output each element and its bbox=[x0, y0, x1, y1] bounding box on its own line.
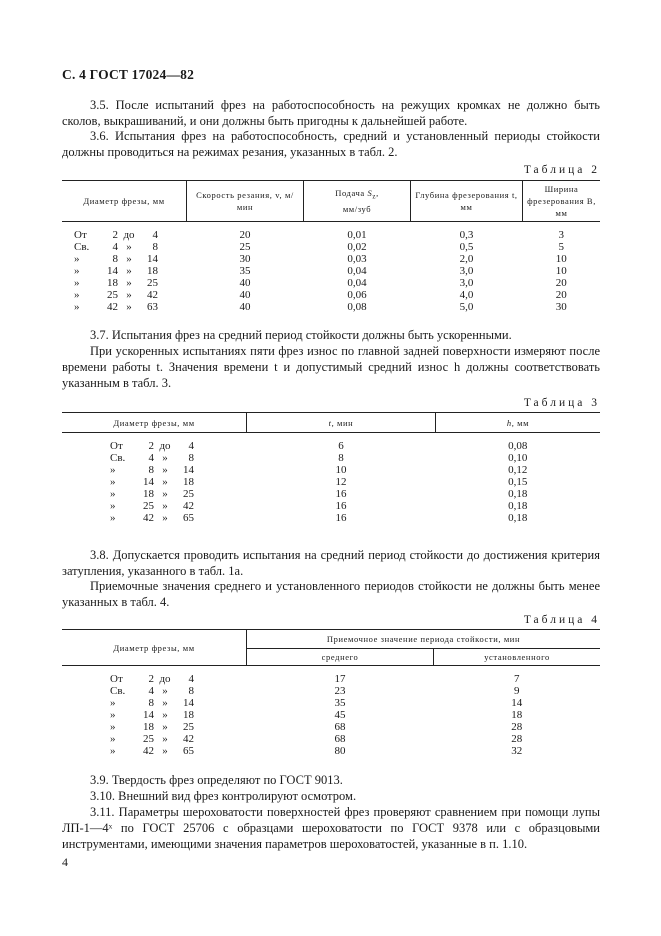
diameter-range: » 42 » 65 bbox=[110, 512, 194, 524]
table-3 bbox=[62, 412, 600, 524]
table-row bbox=[62, 488, 600, 500]
table-4-subheader: среднего bbox=[247, 649, 434, 666]
depth-value: 4,0 bbox=[459, 289, 474, 301]
wear-value: 0,15 bbox=[508, 476, 528, 488]
diameter-range: » 25 » 42 bbox=[110, 733, 194, 745]
mean-life-value: 45 bbox=[334, 709, 346, 721]
table-row bbox=[62, 685, 600, 697]
table-row bbox=[62, 277, 600, 289]
diameter-range: » 8 » 14 bbox=[110, 697, 194, 709]
table-3-header: t, мин bbox=[247, 413, 436, 433]
width-value: 10 bbox=[555, 253, 567, 265]
paragraph-3-6: 3.6. Испытания фрез на работоспособность, средний и установленный периоды стойкости должны проводиться на режимах резания, указанных в табл. 2. bbox=[62, 129, 600, 159]
table-4-header: Диаметр фрезы, мм bbox=[62, 630, 247, 666]
wear-value: 0,10 bbox=[508, 452, 528, 464]
table-4 bbox=[62, 629, 600, 757]
time-value: 6 bbox=[338, 440, 344, 452]
feed-value: 0,04 bbox=[347, 277, 367, 289]
feed-value: 0,01 bbox=[347, 229, 367, 241]
table-row bbox=[62, 697, 600, 709]
established-life-value: 7 bbox=[514, 673, 520, 685]
wear-value: 0,08 bbox=[508, 440, 528, 452]
feed-value: 0,02 bbox=[347, 241, 367, 253]
table-row bbox=[62, 666, 600, 686]
table-3-caption: Таблица 3 bbox=[523, 397, 600, 409]
width-value: 10 bbox=[555, 265, 567, 277]
mean-life-value: 68 bbox=[334, 733, 346, 745]
width-value: 30 bbox=[555, 301, 567, 313]
feed-value: 0,04 bbox=[347, 265, 367, 277]
feed-value: 0,03 bbox=[347, 253, 367, 265]
wear-value: 0,18 bbox=[508, 488, 528, 500]
depth-value: 3,0 bbox=[459, 277, 474, 289]
table-row bbox=[62, 709, 600, 721]
mean-life-value: 68 bbox=[334, 721, 346, 733]
depth-value: 2,0 bbox=[459, 253, 474, 265]
paragraph-3-10: 3.10. Внешний вид фрез контролируют осмотром. bbox=[90, 789, 357, 803]
diameter-range: Св. 4 » 8 bbox=[74, 241, 158, 253]
table-row bbox=[62, 265, 600, 277]
width-value: 3 bbox=[558, 229, 564, 241]
page-number: 4 bbox=[62, 855, 68, 869]
diameter-range: Св. 4 » 8 bbox=[110, 452, 194, 464]
time-value: 12 bbox=[335, 476, 347, 488]
table-2 bbox=[62, 180, 600, 313]
diameter-range: » 25 » 42 bbox=[110, 500, 194, 512]
table-row bbox=[62, 476, 600, 488]
table-2-header: Подача $S_z$, мм/зуб bbox=[304, 181, 411, 222]
table-row bbox=[62, 721, 600, 733]
diameter-range: » 18 » 25 bbox=[110, 721, 194, 733]
speed-value: 20 bbox=[239, 229, 251, 241]
speed-value: 30 bbox=[239, 253, 251, 265]
table-row bbox=[62, 500, 600, 512]
depth-value: 0,3 bbox=[459, 229, 474, 241]
table-2-header: Ширина фрезерования B, мм bbox=[523, 181, 601, 222]
speed-value: 40 bbox=[239, 301, 251, 313]
page-header: С. 4 ГОСТ 17024—82 bbox=[62, 67, 195, 82]
established-life-value: 9 bbox=[514, 685, 520, 697]
diameter-range: » 42 » 65 bbox=[110, 745, 194, 757]
depth-value: 3,0 bbox=[459, 265, 474, 277]
established-life-value: 32 bbox=[511, 745, 523, 757]
table-4-subheader: установленного bbox=[434, 649, 601, 666]
table-row bbox=[62, 745, 600, 757]
mean-life-value: 23 bbox=[334, 685, 346, 697]
wear-value: 0,12 bbox=[508, 464, 528, 476]
table-2-header: Скорость резания, v, м/мин bbox=[187, 181, 304, 222]
table-row bbox=[62, 241, 600, 253]
diameter-range: Св. 4 » 8 bbox=[110, 685, 194, 697]
feed-value: 0,08 bbox=[347, 301, 367, 313]
diameter-range: » 14 » 18 bbox=[110, 709, 194, 721]
diameter-range: От 2 до 4 bbox=[110, 673, 194, 685]
table-row bbox=[62, 464, 600, 476]
feed-value: 0,06 bbox=[347, 289, 367, 301]
paragraph-3-5: 3.5. После испытаний фрез на работоспособность на режущих кромках не должно быть сколов, выкрашиваний, и они должны быть пригодны к дальнейшей работе. bbox=[62, 98, 600, 128]
table-4-caption: Таблица 4 bbox=[523, 614, 600, 626]
established-life-value: 14 bbox=[511, 697, 523, 709]
diameter-range: От 2 до 4 bbox=[74, 229, 158, 241]
table-3-header: h, мм bbox=[436, 413, 601, 433]
established-life-value: 28 bbox=[511, 721, 523, 733]
mean-life-value: 17 bbox=[334, 673, 346, 685]
width-value: 20 bbox=[555, 289, 567, 301]
table-row bbox=[62, 733, 600, 745]
table-row bbox=[62, 253, 600, 265]
paragraph-3-7-b: При ускоренных испытаниях пяти фрез износ по главной задней поверхности измеряют после времени работы t. Значения времени t и допустимый средний износ h должны соответствовать указанным в табл. 3. bbox=[62, 344, 600, 390]
time-value: 16 bbox=[335, 512, 347, 524]
diameter-range: » 8 » 14 bbox=[110, 464, 194, 476]
paragraph-3-8-b: Приемочные значения среднего и установленного периодов стойкости не должны быть менее указанных в табл. 4. bbox=[62, 579, 600, 609]
table-2-caption: Таблица 2 bbox=[523, 164, 600, 176]
diameter-range: » 25 » 42 bbox=[74, 289, 158, 301]
table-row bbox=[62, 433, 600, 453]
mean-life-value: 80 bbox=[334, 745, 346, 757]
diameter-range: » 8 » 14 bbox=[74, 253, 158, 265]
time-value: 8 bbox=[338, 452, 344, 464]
table-3-header: Диаметр фрезы, мм bbox=[113, 417, 195, 428]
wear-value: 0,18 bbox=[508, 512, 528, 524]
speed-value: 25 bbox=[239, 241, 251, 253]
width-value: 20 bbox=[555, 277, 567, 289]
table-row bbox=[62, 512, 600, 524]
table-row bbox=[62, 289, 600, 301]
table-row bbox=[62, 222, 600, 242]
table-row bbox=[62, 301, 600, 313]
diameter-range: От 2 до 4 bbox=[110, 440, 194, 452]
time-value: 10 bbox=[335, 464, 347, 476]
speed-value: 40 bbox=[239, 277, 251, 289]
paragraph-3-7: 3.7. Испытания фрез на средний период стойкости должны быть ускоренными. bbox=[90, 328, 512, 342]
depth-value: 5,0 bbox=[459, 301, 474, 313]
table-2-header: Глубина фрезерования t, мм bbox=[411, 181, 523, 222]
speed-value: 40 bbox=[239, 289, 251, 301]
diameter-range: » 14 » 18 bbox=[74, 265, 158, 277]
established-life-value: 18 bbox=[511, 709, 523, 721]
time-value: 16 bbox=[335, 500, 347, 512]
diameter-range: » 42 » 63 bbox=[74, 301, 158, 313]
diameter-range: » 18 » 25 bbox=[110, 488, 194, 500]
table-2-header: Диаметр фрезы, мм bbox=[83, 196, 165, 206]
width-value: 5 bbox=[558, 241, 564, 253]
depth-value: 0,5 bbox=[459, 241, 474, 253]
diameter-range: » 14 » 18 bbox=[110, 476, 194, 488]
table-4-group-header: Приемочное значение периода стойкости, мин bbox=[247, 630, 601, 649]
table-row bbox=[62, 452, 600, 464]
established-life-value: 28 bbox=[511, 733, 523, 745]
wear-value: 0,18 bbox=[508, 500, 528, 512]
speed-value: 35 bbox=[239, 265, 251, 277]
time-value: 16 bbox=[335, 488, 347, 500]
mean-life-value: 35 bbox=[334, 697, 346, 709]
diameter-range: » 18 » 25 bbox=[74, 277, 158, 289]
paragraph-3-8: 3.8. Допускается проводить испытания на средний период стойкости до достижения критерия затупления, указанного в табл. 1а. bbox=[62, 548, 600, 578]
paragraph-3-11: 3.11. Параметры шероховатости поверхностей фрез проверяют сравнением при помощи лупы ЛП-1—4ˣ по ГОСТ 25706 с образцами шероховатости по ГОСТ 9378 или с образцовыми инструментами, имеющими значения параметров шероховатостей, указанные в п. 1.10. bbox=[62, 805, 600, 851]
paragraph-3-9: 3.9. Твердость фрез определяют по ГОСТ 9013. bbox=[90, 773, 343, 787]
